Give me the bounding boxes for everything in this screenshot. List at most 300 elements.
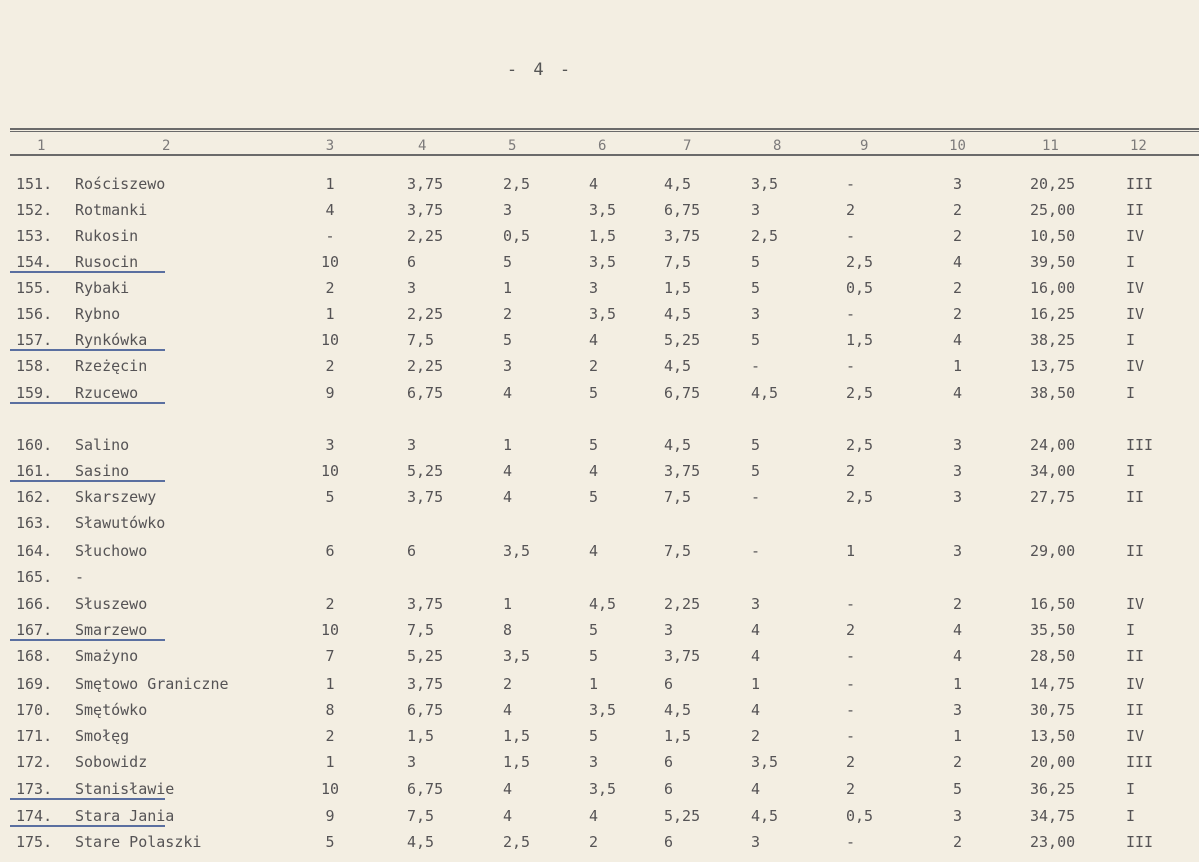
table-cell: 36,25 (1030, 780, 1076, 798)
table-cell: 6,75 (664, 201, 701, 219)
table-cell: 0,5 (846, 807, 874, 825)
table-cell: 3 (751, 833, 761, 851)
table-cell: 3 (952, 462, 963, 480)
table-row (0, 381, 1199, 406)
table-row (0, 354, 1199, 379)
place-name: Sławutówko (75, 514, 166, 532)
table-cell (300, 511, 360, 536)
table-cell: 7,5 (664, 253, 692, 271)
table-cell: 4 (503, 384, 513, 402)
table-cell: 3 (407, 753, 417, 771)
place-name: Salino (75, 436, 130, 454)
table-cell: 5 (503, 253, 513, 271)
table-row (0, 485, 1199, 510)
table-cell: 4 (952, 621, 963, 639)
table-row (0, 750, 1199, 775)
table-cell: 4 (589, 807, 599, 825)
table-cell: 3 (503, 357, 513, 375)
table-cell: 4 (751, 701, 761, 719)
row-number: 162. (16, 488, 53, 506)
row-number: 160. (16, 436, 53, 454)
table-cell: 3 (407, 436, 417, 454)
column-header: 6 (598, 138, 607, 154)
table-cell: I (1126, 331, 1136, 349)
page-number: - 4 - (506, 60, 574, 80)
table-cell: 5 (589, 727, 599, 745)
column-header: 7 (683, 138, 692, 154)
place-name: Smętówko (75, 701, 148, 719)
table-cell: 4 (325, 201, 335, 219)
table-cell: 16,25 (1030, 305, 1076, 323)
table-cell: 2 (751, 727, 761, 745)
table-cell: 7,5 (664, 488, 692, 506)
table-cell: 4 (952, 331, 963, 349)
table-cell: 5 (589, 621, 599, 639)
table-cell: 4,5 (751, 807, 779, 825)
row-number: 173. (16, 780, 53, 798)
table-cell: 5 (325, 488, 335, 506)
table-cell: 3 (751, 201, 761, 219)
table-cell: - (751, 542, 761, 560)
row-number: 168. (16, 647, 53, 665)
place-name: Rzucewo (75, 384, 139, 402)
table-cell: IV (1126, 305, 1145, 323)
table-cell: 3 (952, 542, 963, 560)
table-cell: 4 (503, 488, 513, 506)
table-cell: - (325, 227, 335, 245)
table-cell: 3,75 (407, 175, 444, 193)
table-cell: IV (1126, 279, 1145, 297)
column-header: 4 (418, 138, 427, 154)
place-name: Rzeżęcin (75, 357, 148, 375)
row-number: 172. (16, 753, 53, 771)
table-cell: 2,25 (407, 357, 444, 375)
table-cell: IV (1126, 595, 1145, 613)
table-cell: 2 (589, 833, 599, 851)
place-name: Stara Jania (75, 807, 175, 825)
table-cell: 28,50 (1030, 647, 1076, 665)
table-cell: - (846, 727, 856, 745)
table-cell: 7 (325, 647, 335, 665)
table-cell: 3,5 (589, 305, 617, 323)
underline-mark (10, 402, 165, 404)
table-cell: IV (1126, 357, 1145, 375)
underline-mark (10, 271, 165, 273)
table-cell: 4,5 (664, 175, 692, 193)
place-name: Rynkówka (75, 331, 148, 349)
place-name: Słuchowo (75, 542, 148, 560)
table-row (0, 433, 1199, 458)
table-cell: 8 (503, 621, 513, 639)
table-cell: - (846, 833, 856, 851)
table-cell: 4 (503, 807, 513, 825)
table-cell: 2 (325, 727, 335, 745)
table-cell: 1,5 (503, 753, 531, 771)
table-cell: 4 (751, 780, 761, 798)
table-cell: - (846, 305, 856, 323)
table-cell: 2 (952, 595, 963, 613)
table-cell: 2 (846, 753, 856, 771)
table-row (0, 618, 1199, 643)
row-number: 158. (16, 357, 53, 375)
row-number: 153. (16, 227, 53, 245)
table-cell: 3 (952, 807, 963, 825)
table-cell: II (1126, 542, 1145, 560)
column-header: 5 (508, 138, 517, 154)
table-cell: 2 (952, 227, 963, 245)
place-name: Smołęg (75, 727, 130, 745)
table-cell: 4 (503, 462, 513, 480)
table-cell: 3,5 (589, 253, 617, 271)
table-cell: 6,75 (664, 384, 701, 402)
table-cell: 5 (503, 331, 513, 349)
table-row (0, 276, 1199, 301)
table-cell: 6,75 (407, 780, 444, 798)
table-row (0, 777, 1199, 802)
table-row (0, 224, 1199, 249)
table-cell: 7,5 (407, 331, 435, 349)
table-cell: 4 (589, 175, 599, 193)
row-number: 175. (16, 833, 53, 851)
table-cell: 6 (664, 753, 674, 771)
table-cell: 2 (846, 201, 856, 219)
underline-mark (10, 798, 165, 800)
table-cell: 4 (751, 621, 761, 639)
row-number: 151. (16, 175, 53, 193)
table-cell: 0,5 (846, 279, 874, 297)
table-row (0, 592, 1199, 617)
table-cell: 1 (503, 595, 513, 613)
table-cell: 4 (503, 701, 513, 719)
column-header: 10 (949, 138, 966, 154)
table-cell: 3 (589, 753, 599, 771)
row-number: 157. (16, 331, 53, 349)
table-cell: 4,5 (664, 357, 692, 375)
table-cell: 1,5 (503, 727, 531, 745)
table-cell: 1 (751, 675, 761, 693)
table-cell: 7,5 (664, 542, 692, 560)
table-cell: 25,00 (1030, 201, 1076, 219)
table-row (0, 539, 1199, 564)
table-cell: 1 (952, 675, 963, 693)
table-cell: 3,5 (589, 201, 617, 219)
table-cell: 3,75 (664, 462, 701, 480)
place-name: Rusocin (75, 253, 139, 271)
table-cell: 3 (664, 621, 674, 639)
table-cell: 3,75 (664, 647, 701, 665)
table-cell: 23,00 (1030, 833, 1076, 851)
place-name: Rybno (75, 305, 121, 323)
table-cell: 9 (325, 384, 335, 402)
row-number: 164. (16, 542, 53, 560)
table-top-rule-thin (10, 131, 1199, 132)
underline-mark (10, 349, 165, 351)
table-cell: 2 (952, 201, 963, 219)
table-cell: - (751, 357, 761, 375)
table-cell: 4 (589, 462, 599, 480)
table-cell: 3 (952, 488, 963, 506)
table-cell: 2 (503, 305, 513, 323)
table-cell: III (1126, 175, 1154, 193)
table-cell: 5 (952, 780, 963, 798)
table-cell: IV (1126, 675, 1145, 693)
table-cell: 6 (407, 542, 417, 560)
table-cell: 3 (589, 279, 599, 297)
table-cell: 2 (952, 753, 963, 771)
table-cell: 5 (589, 384, 599, 402)
column-header: 8 (773, 138, 782, 154)
table-row (0, 804, 1199, 829)
table-cell: 2,5 (846, 488, 874, 506)
table-cell: 2,5 (751, 227, 779, 245)
table-cell: - (846, 701, 856, 719)
table-cell: II (1126, 488, 1145, 506)
column-header: 2 (162, 138, 171, 154)
table-cell: 3,75 (664, 227, 701, 245)
column-header: 11 (1042, 138, 1059, 154)
table-cell: 1 (589, 675, 599, 693)
row-number: 159. (16, 384, 53, 402)
table-cell: 2 (952, 305, 963, 323)
table-cell: 3 (325, 436, 335, 454)
table-cell: 0,5 (503, 227, 531, 245)
table-cell: III (1126, 753, 1154, 771)
row-number: 161. (16, 462, 53, 480)
table-cell: 2 (503, 675, 513, 693)
place-name: - (75, 568, 85, 586)
table-cell: 3,75 (407, 675, 444, 693)
table-cell: 5 (589, 436, 599, 454)
table-cell: 2,5 (503, 833, 531, 851)
place-name: Sobowidz (75, 753, 148, 771)
table-cell: 3 (952, 175, 963, 193)
table-cell: 5 (589, 488, 599, 506)
table-cell: 6 (325, 542, 335, 560)
table-cell: 3 (407, 279, 417, 297)
table-cell: 34,00 (1030, 462, 1076, 480)
row-number: 154. (16, 253, 53, 271)
table-cell: 14,75 (1030, 675, 1076, 693)
table-cell: 7,5 (407, 807, 435, 825)
table-cell: 2,25 (407, 227, 444, 245)
table-cell: 38,25 (1030, 331, 1076, 349)
table-cell: 10 (320, 780, 340, 798)
row-number: 174. (16, 807, 53, 825)
table-cell: 10 (320, 331, 340, 349)
table-cell: 2 (846, 780, 856, 798)
table-cell: 20,00 (1030, 753, 1076, 771)
table-cell: 3,5 (589, 701, 617, 719)
table-row (0, 672, 1199, 697)
table-cell: - (846, 675, 856, 693)
table-cell: 1,5 (407, 727, 435, 745)
place-name: Rotmanki (75, 201, 148, 219)
table-cell: 24,00 (1030, 436, 1076, 454)
table-cell: 1 (503, 279, 513, 297)
table-cell: 4,5 (664, 305, 692, 323)
table-cell: 6 (407, 253, 417, 271)
table-cell: IV (1126, 727, 1145, 745)
table-cell: - (846, 227, 856, 245)
table-cell: I (1126, 780, 1136, 798)
table-cell: 30,75 (1030, 701, 1076, 719)
table-cell: III (1126, 833, 1154, 851)
table-cell: 35,50 (1030, 621, 1076, 639)
table-cell: 4,5 (751, 384, 779, 402)
table-cell: 5,25 (407, 647, 444, 665)
table-cell: 6,75 (407, 701, 444, 719)
table-cell: IV (1126, 227, 1145, 245)
place-name: Stanisławie (75, 780, 175, 798)
place-name: Smętowo Graniczne (75, 675, 229, 693)
table-cell: 6,75 (407, 384, 444, 402)
table-cell: - (846, 595, 856, 613)
table-cell: 20,25 (1030, 175, 1076, 193)
table-cell: 4,5 (407, 833, 435, 851)
column-header: 12 (1130, 138, 1147, 154)
table-cell (930, 565, 985, 590)
place-name: Stare Polaszki (75, 833, 202, 851)
table-cell: 1 (503, 436, 513, 454)
table-cell: I (1126, 621, 1136, 639)
table-cell: 1,5 (664, 727, 692, 745)
table-cell: 4 (503, 780, 513, 798)
table-row (0, 644, 1199, 669)
table-cell: 10 (320, 462, 340, 480)
table-cell: 5 (751, 279, 761, 297)
table-cell: 6 (664, 780, 674, 798)
table-cell: 6 (664, 833, 674, 851)
table-cell: 3,5 (503, 542, 531, 560)
table-cell: 2,5 (846, 384, 874, 402)
table-cell: I (1126, 384, 1136, 402)
table-cell: 1 (325, 753, 335, 771)
table-cell: 3,75 (407, 488, 444, 506)
table-cell: 4 (589, 331, 599, 349)
table-cell: 7,5 (407, 621, 435, 639)
table-cell: I (1126, 253, 1136, 271)
table-cell: 39,50 (1030, 253, 1076, 271)
table-row (0, 250, 1199, 275)
table-cell: - (751, 488, 761, 506)
table-cell: 2 (846, 462, 856, 480)
table-cell: 1 (952, 357, 963, 375)
table-row (0, 511, 1199, 536)
table-cell: 4 (952, 384, 963, 402)
table-cell: II (1126, 647, 1145, 665)
table-cell: 5,25 (664, 807, 701, 825)
table-row (0, 302, 1199, 327)
place-name: Smarzewo (75, 621, 148, 639)
table-cell: 3,75 (407, 201, 444, 219)
table-cell: 2,5 (846, 253, 874, 271)
table-cell: 13,75 (1030, 357, 1076, 375)
table-cell: 2 (952, 279, 963, 297)
place-name: Słuszewo (75, 595, 148, 613)
table-cell: 2 (846, 621, 856, 639)
row-number: 166. (16, 595, 53, 613)
place-name: Sasino (75, 462, 130, 480)
table-cell: 3,5 (589, 780, 617, 798)
table-cell: - (846, 175, 856, 193)
table-cell: II (1126, 701, 1145, 719)
table-cell: 16,00 (1030, 279, 1076, 297)
table-cell: 9 (325, 807, 335, 825)
table-cell: 4,5 (664, 436, 692, 454)
table-cell: I (1126, 462, 1136, 480)
table-cell: - (846, 647, 856, 665)
table-cell: 1 (846, 542, 856, 560)
table-cell: 27,75 (1030, 488, 1076, 506)
table-cell: 3 (751, 595, 761, 613)
column-header: 3 (325, 138, 335, 154)
row-number: 167. (16, 621, 53, 639)
table-cell: 5 (325, 833, 335, 851)
table-cell: 1,5 (664, 279, 692, 297)
row-number: 152. (16, 201, 53, 219)
table-cell: 29,00 (1030, 542, 1076, 560)
table-cell: 2,25 (664, 595, 701, 613)
row-number: 171. (16, 727, 53, 745)
row-number: 163. (16, 514, 53, 532)
table-cell (300, 565, 360, 590)
row-number: 155. (16, 279, 53, 297)
table-cell: 38,50 (1030, 384, 1076, 402)
table-top-rule (10, 128, 1199, 130)
table-cell: 2,25 (407, 305, 444, 323)
table-cell: 5 (751, 253, 761, 271)
table-row (0, 724, 1199, 749)
table-cell: 3,5 (751, 175, 779, 193)
table-cell: 4,5 (589, 595, 617, 613)
row-number: 170. (16, 701, 53, 719)
place-name: Rybaki (75, 279, 130, 297)
underline-mark (10, 825, 165, 827)
table-cell: 3,75 (407, 595, 444, 613)
table-cell: 16,50 (1030, 595, 1076, 613)
table-cell: 3 (751, 305, 761, 323)
table-cell: 2,5 (846, 436, 874, 454)
table-cell: 8 (325, 701, 335, 719)
place-name: Skarszewy (75, 488, 157, 506)
header-bottom-rule (10, 154, 1199, 156)
table-cell: 3,5 (503, 647, 531, 665)
table-cell: 1,5 (846, 331, 874, 349)
table-cell: 5 (589, 647, 599, 665)
table-cell: 5 (751, 436, 761, 454)
table-cell: 1 (325, 305, 335, 323)
place-name: Rościszewo (75, 175, 166, 193)
table-cell: 10,50 (1030, 227, 1076, 245)
place-name: Rukosin (75, 227, 139, 245)
table-cell: 3 (952, 436, 963, 454)
table-cell: 5,25 (407, 462, 444, 480)
column-header: 1 (37, 138, 46, 154)
table-cell: 3,5 (751, 753, 779, 771)
table-cell: 4 (952, 253, 963, 271)
underline-mark (10, 639, 165, 641)
table-cell: 2 (952, 833, 963, 851)
table-cell: 1,5 (589, 227, 617, 245)
row-number: 165. (16, 568, 53, 586)
table-cell: I (1126, 807, 1136, 825)
column-header: 9 (860, 138, 869, 154)
table-cell: 2 (325, 595, 335, 613)
underline-mark (10, 480, 165, 482)
table-cell: 34,75 (1030, 807, 1076, 825)
table-cell: 1 (325, 175, 335, 193)
table-cell (930, 511, 985, 536)
